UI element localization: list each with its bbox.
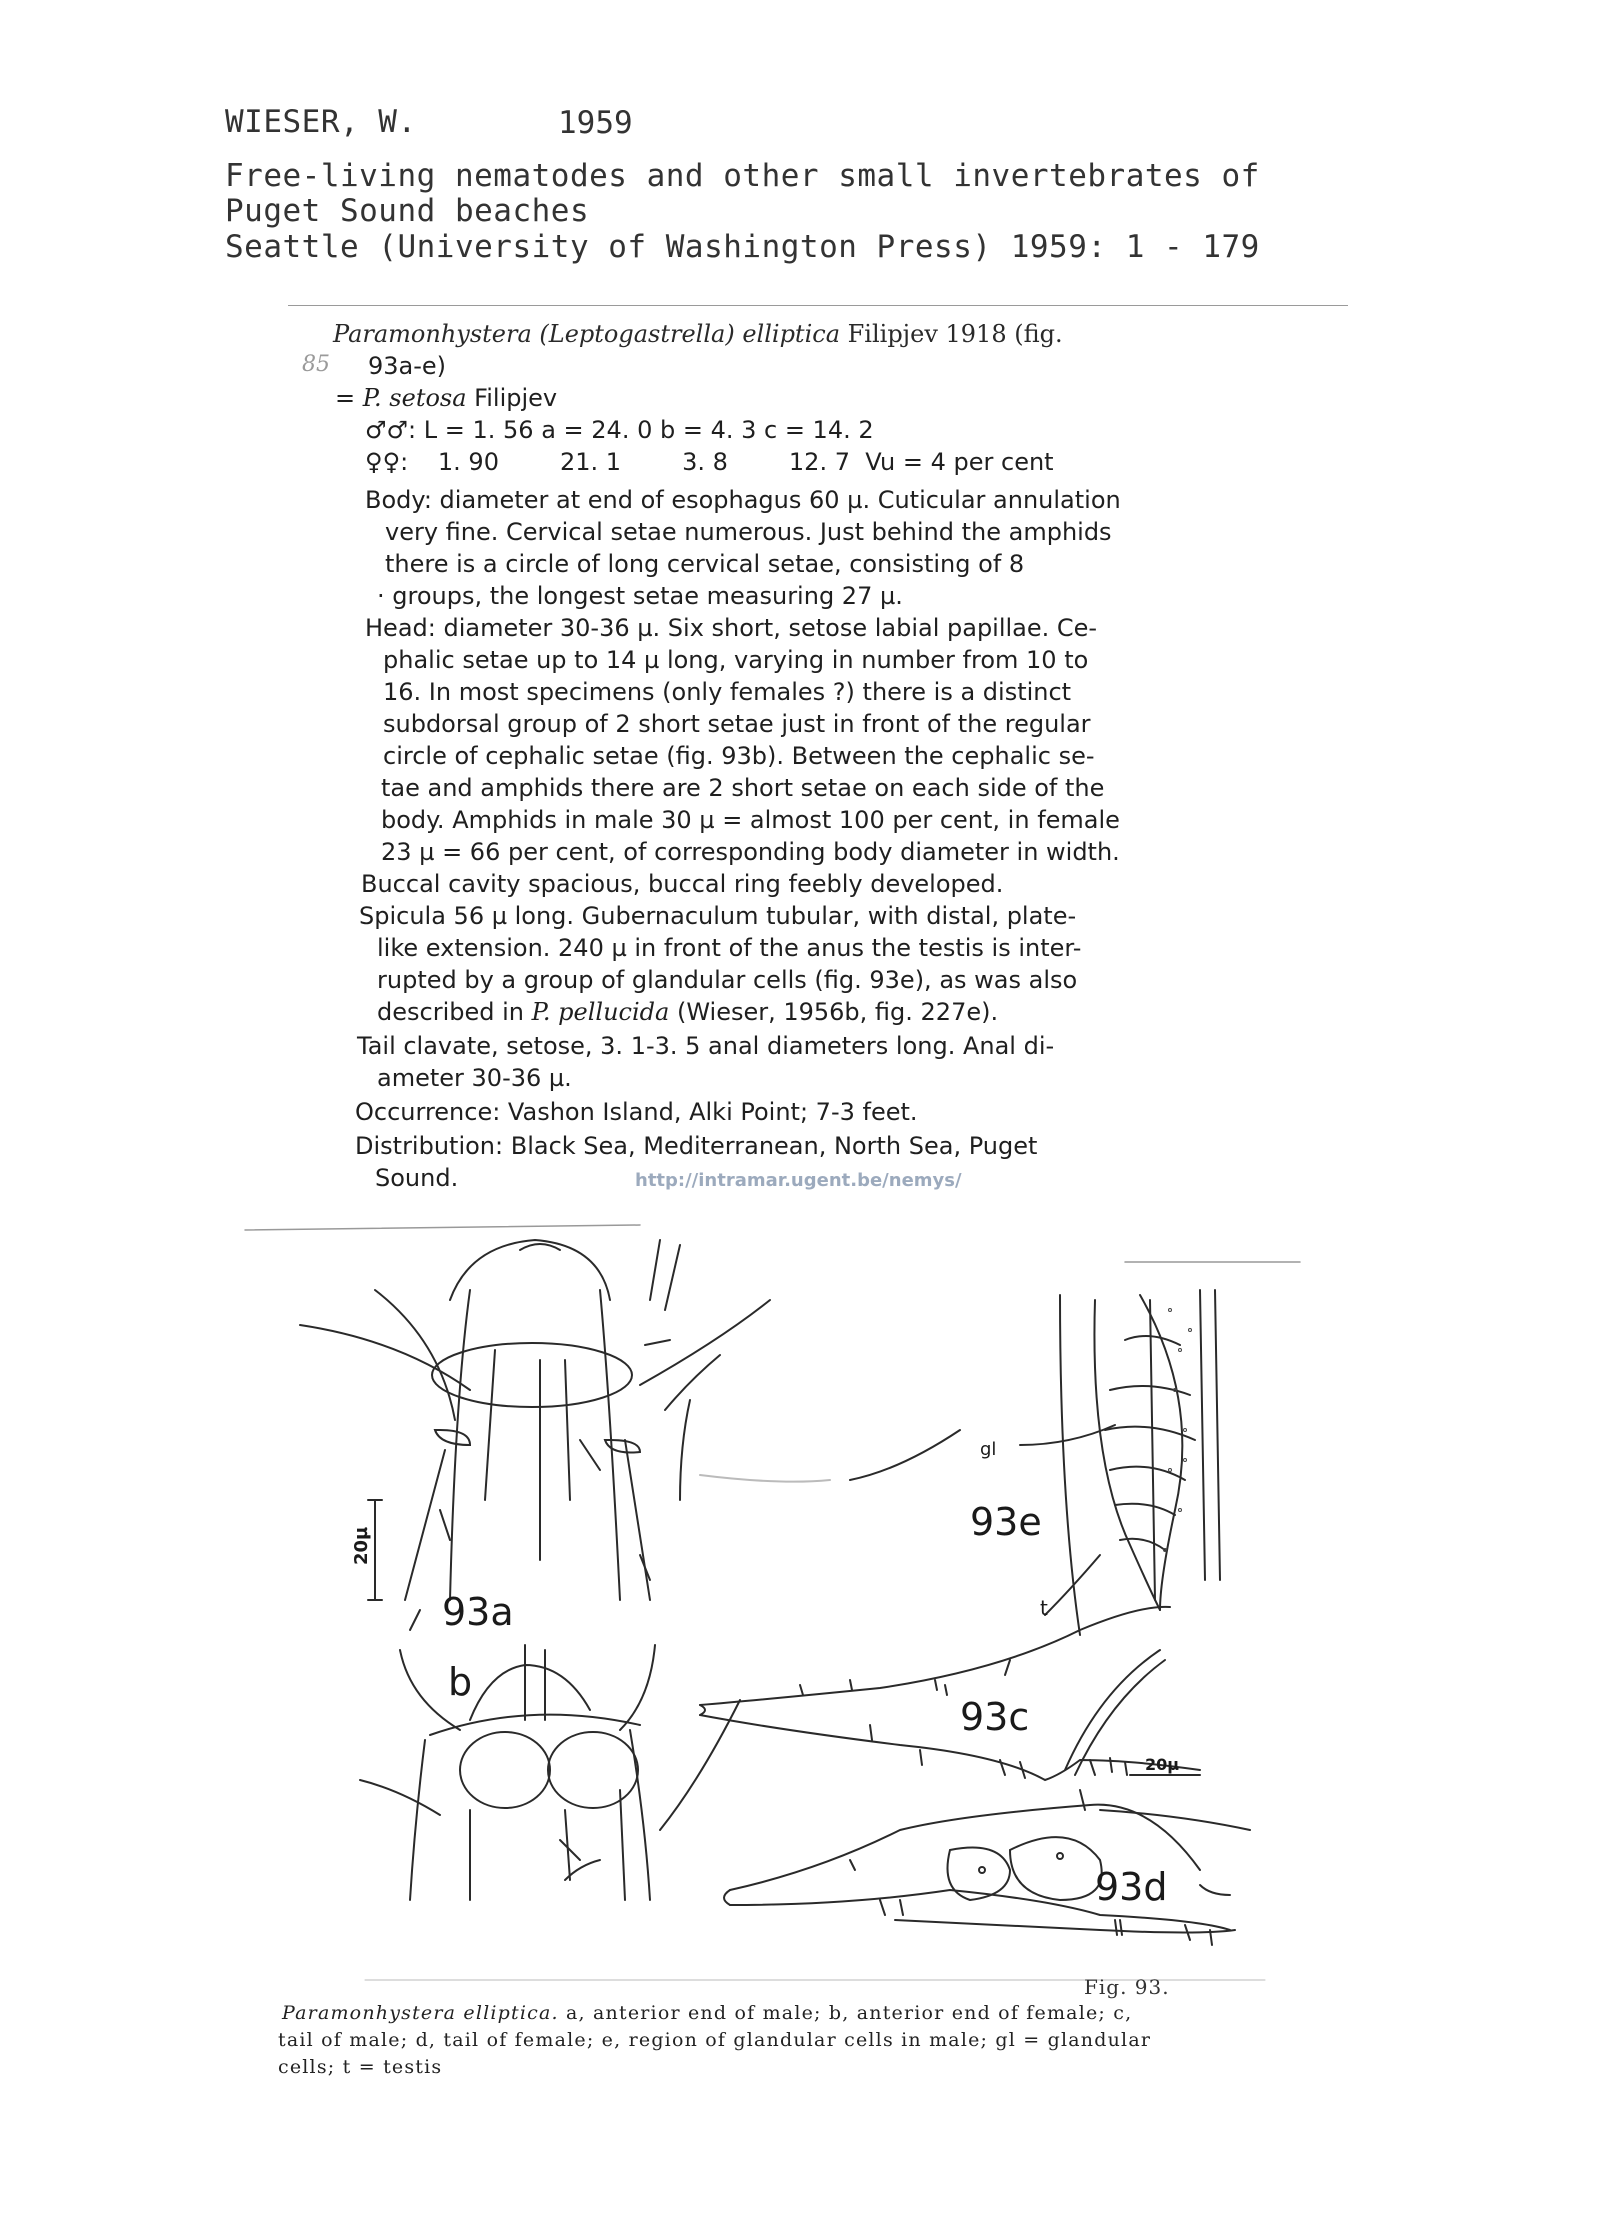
text-line: rupted by a group of glandular cells (fig. 93e), as was also bbox=[377, 966, 1078, 994]
species-author: Filipjev 1918 (fig. bbox=[847, 320, 1063, 348]
watermark-url: http://intramar.ugent.be/nemys/ bbox=[635, 1170, 962, 1191]
caption-species: Paramonhystera elliptica. bbox=[282, 2002, 559, 2024]
text-line: Body: diameter at end of esophagus 60 µ. Cuticular annulation bbox=[365, 486, 1121, 514]
publisher-line: Seattle (University of Washington Press) 1959: 1 - 179 bbox=[225, 229, 1260, 265]
drawing-93e bbox=[700, 1290, 1220, 1635]
male-symbol: ♂♂: bbox=[365, 416, 417, 444]
drawing-93c bbox=[700, 1607, 1200, 1780]
synonym-author: Filipjev bbox=[474, 384, 558, 412]
caption-line-1 bbox=[282, 2000, 1132, 2027]
text-line: Sound. bbox=[375, 1164, 459, 1192]
text-line: ameter 30-36 µ. bbox=[377, 1064, 572, 1092]
label-93a: 93a bbox=[442, 1590, 514, 1634]
synonym-prefix: = bbox=[335, 384, 363, 412]
text-line: Distribution: Black Sea, Mediterranean, North Sea, Puget bbox=[355, 1132, 1038, 1160]
synonym-name: P. setosa bbox=[362, 384, 467, 412]
label-93e: 93e bbox=[970, 1500, 1042, 1544]
text-line: 23 µ = 66 per cent, of corresponding body diameter in width. bbox=[381, 838, 1120, 866]
drawing-93b bbox=[360, 1645, 740, 1900]
scale-c-label: 20µ bbox=[1145, 1755, 1180, 1774]
text-line: subdorsal group of 2 short setae just in front of the regular bbox=[383, 710, 1091, 738]
drawing-93d bbox=[724, 1790, 1250, 1945]
label-t: t bbox=[1040, 1596, 1048, 1620]
caption-line-3: cells; t = testis bbox=[278, 2056, 443, 2078]
text-line: like extension. 240 µ in front of the anus the testis is inter- bbox=[377, 934, 1082, 962]
text-line: body. Amphids in male 30 µ = almost 100 per cent, in female bbox=[381, 806, 1120, 834]
text-line: Spicula 56 µ long. Gubernaculum tubular, with distal, plate- bbox=[359, 902, 1077, 930]
title-line-1: Free-living nematodes and other small invertebrates of bbox=[225, 158, 1260, 194]
pencil-number: 85 bbox=[302, 352, 330, 377]
label-gl: gl bbox=[980, 1439, 997, 1460]
described-suffix: (Wieser, 1956b, fig. 227e). bbox=[669, 998, 999, 1026]
text-line: circle of cephalic setae (fig. 93b). Between the cephalic se- bbox=[383, 742, 1095, 770]
title-line-2: Puget Sound beaches bbox=[225, 193, 590, 229]
described-species: P. pellucida bbox=[531, 998, 670, 1026]
label-b: b bbox=[448, 1660, 473, 1704]
caption-text-1: a, anterior end of male; b, anterior end of female; c, bbox=[558, 2002, 1133, 2024]
scale-a-label: 20µ bbox=[351, 1526, 372, 1565]
author: WIESER, W. bbox=[225, 104, 417, 140]
text-line: very fine. Cervical setae numerous. Just behind the amphids bbox=[385, 518, 1112, 546]
text-line: Occurrence: Vashon Island, Alki Point; 7-3 feet. bbox=[355, 1098, 918, 1126]
text-line: Buccal cavity spacious, buccal ring feebly developed. bbox=[361, 870, 1004, 898]
text-line: · groups, the longest setae measuring 27 µ. bbox=[377, 582, 903, 610]
year: 1959 bbox=[558, 105, 633, 141]
caption-line-2: tail of male; d, tail of female; e, region of glandular cells in male; gl = glandular bbox=[278, 2029, 1152, 2051]
female-symbol: ♀♀: bbox=[365, 448, 409, 476]
text-line: there is a circle of long cervical setae, consisting of 8 bbox=[385, 550, 1025, 578]
female-values: 1. 90 21. 1 3. 8 12. 7 Vu = 4 per cent bbox=[437, 448, 1054, 476]
drawing-93a bbox=[300, 1240, 770, 1630]
text-line: Head: diameter 30-36 µ. Six short, setose labial papillae. Ce- bbox=[365, 614, 1098, 642]
text-line: phalic setae up to 14 µ long, varying in number from 10 to bbox=[383, 646, 1089, 674]
text-line: 16. In most specimens (only females ?) there is a distinct bbox=[383, 678, 1072, 706]
text-line: Tail clavate, setose, 3. 1-3. 5 anal diameters long. Anal di- bbox=[357, 1032, 1055, 1060]
fig-number: Fig. 93. bbox=[1084, 1975, 1170, 1999]
label-93d: 93d bbox=[1095, 1865, 1168, 1909]
species-name: Paramonhystera (Leptogastrella) elliptica bbox=[333, 320, 840, 348]
fig-ref: 93a-e) bbox=[368, 352, 447, 380]
text-line: tae and amphids there are 2 short setae on each side of the bbox=[381, 774, 1105, 802]
male-values: L = 1. 56 a = 24. 0 b = 4. 3 c = 14. 2 bbox=[423, 416, 874, 444]
label-93c: 93c bbox=[960, 1695, 1030, 1739]
described-prefix: described in bbox=[377, 998, 532, 1026]
